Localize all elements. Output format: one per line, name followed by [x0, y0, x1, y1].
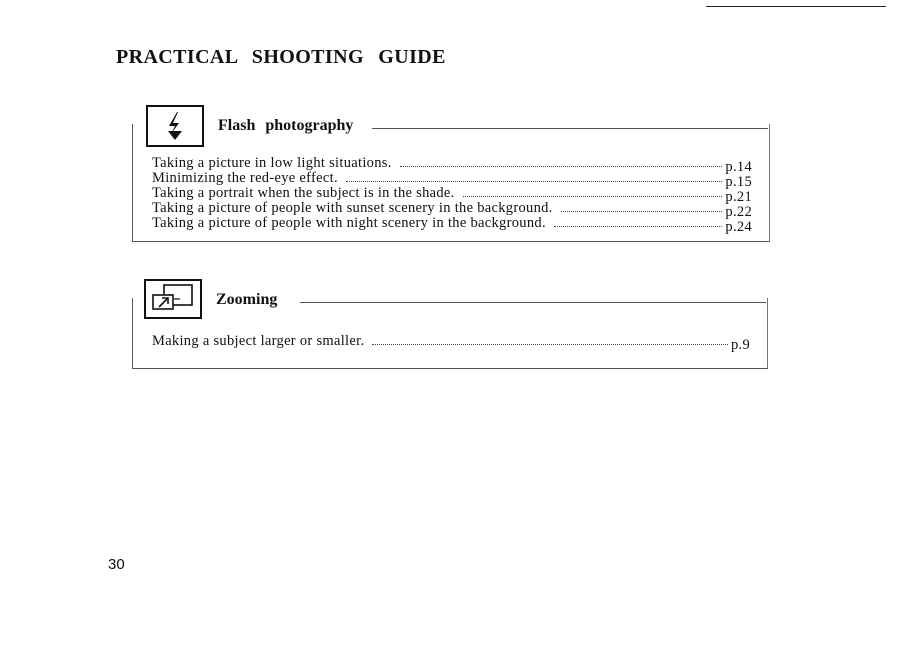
entry-text: Taking a picture in low light situations. [152, 155, 392, 171]
zoom-heading-rule [300, 302, 766, 303]
entry-text: Making a subject larger or smaller. [152, 333, 365, 349]
list-item [152, 170, 752, 190]
entry-page-ref: p.22 [725, 204, 752, 220]
entry-text: Taking a picture of people with sunset scenery in the background. [152, 200, 553, 216]
dot-leader [561, 211, 723, 212]
flash-section-heading: Flash photography [218, 117, 363, 135]
dot-leader [463, 196, 723, 197]
zoom-section-heading: Zooming [216, 291, 287, 309]
entry-text: Taking a picture of people with night scenery in the background. [152, 215, 546, 231]
entry-text: Taking a portrait when the subject is in the shade. [152, 185, 455, 201]
list-item [152, 215, 752, 235]
entry-page-ref: p.21 [725, 189, 752, 205]
dot-leader [346, 181, 723, 182]
top-rule [706, 6, 886, 7]
list-item [152, 200, 752, 220]
entry-page-ref: p.15 [725, 174, 752, 190]
flash-entry-list [152, 155, 752, 235]
flash-icon [146, 105, 204, 147]
flash-heading-rule [372, 128, 768, 129]
dot-leader [554, 226, 723, 227]
entry-text: Minimizing the red-eye effect. [152, 170, 338, 186]
list-item [152, 185, 752, 205]
dot-leader [400, 166, 723, 167]
dot-leader [372, 344, 728, 345]
entry-page-ref: p.9 [730, 337, 750, 353]
entry-page-ref: p.24 [725, 219, 752, 235]
zoom-entry-list [152, 333, 750, 353]
page-title: PRACTICAL SHOOTING GUIDE [116, 46, 446, 68]
entry-page-ref: p.14 [725, 159, 752, 175]
zoom-icon [144, 279, 202, 319]
list-item [152, 333, 750, 353]
list-item [152, 155, 752, 175]
page-number: 30 [108, 556, 125, 573]
